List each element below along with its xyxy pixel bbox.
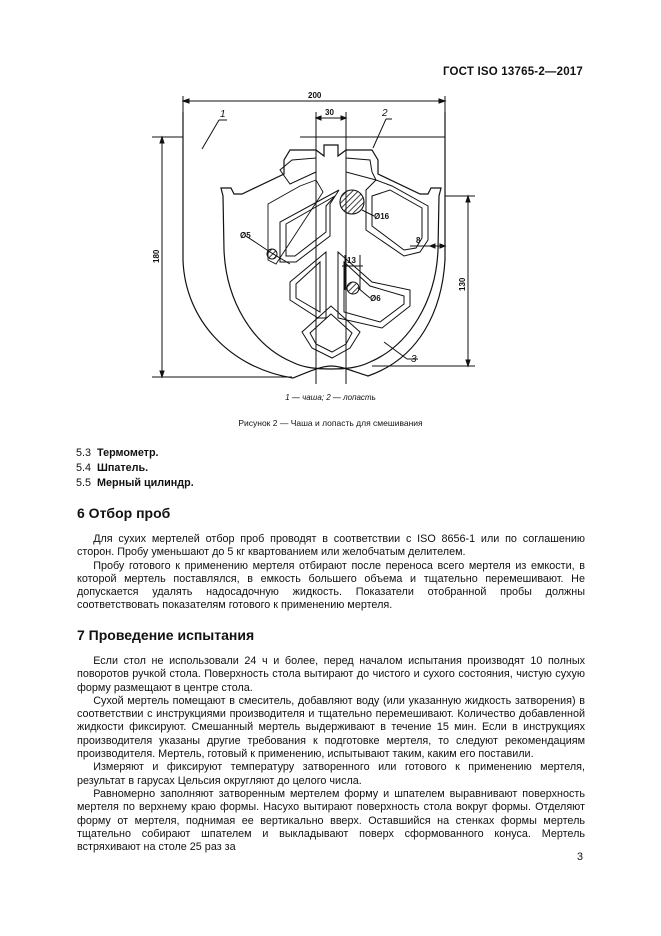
figure-caption: Рисунок 2 — Чаша и лопасть для смешивания [238, 418, 423, 428]
section-6-body [77, 533, 585, 613]
paragraph: Если стол не использовали 24 ч и более, перед началом испытания производят 10 полных поворотов ручкой стола. Поверхность стола вытирают до чистого и сухого состояния, чистую сухую форму размещают в центре стола. [77, 655, 585, 694]
pin-d6 [347, 282, 359, 294]
paragraph: Равномерно заполняют затворенным мертелем форму и шпателем выравнивают поверхность мертеля по верхнему краю формы. Насухо вытирают поверхность стола вокруг формы. Отделяют форму от мертеля, поднимая ее вертикально вверх. Оставшийся на стенках формы мертель тщательно собирают шпателем и выкладывают поверх сформованного конуса. Мертель встряхивают на столе 25 раз за [77, 787, 585, 854]
label-3: 3 [411, 354, 417, 365]
label-d5: Ø5 [240, 231, 251, 240]
document-header: ГОСТ ISO 13765-2—2017 [442, 66, 583, 78]
dim-slot: 30 [325, 108, 334, 117]
label-paddle: 2 [382, 108, 388, 119]
label-d16: Ø16 [374, 212, 390, 221]
paragraph: Измеряют и фиксируют температуру затворенного или готового к применению мертеля, результат в гарусах Цельсия округляют до целого числа. [77, 761, 585, 787]
list-item: 5.3 Термометр. [76, 447, 159, 459]
list-item: 5.4 Шпатель. [76, 462, 149, 474]
section-7-body [77, 655, 585, 854]
paddle-outline [221, 145, 441, 369]
dim-width-total: 200 [308, 91, 322, 100]
dim-height-total: 180 [152, 249, 161, 263]
figure-legend: 1 — чаша; 2 — лопасть [285, 393, 376, 402]
label-d6: Ø6 [370, 294, 381, 303]
section-7-title: 7 Проведение испытания [77, 627, 255, 643]
pin-d16 [340, 190, 364, 214]
paragraph: Для сухих мертелей отбор проб проводят в соответствии с ISO 8656-1 или по соглашению сторон. Пробу уменьшают до 5 кг квартованием или желобчатым делителем. [77, 533, 585, 559]
label-bowl: 1 [220, 109, 226, 120]
dim-paddle-height: 130 [458, 277, 467, 291]
bowl-outline [183, 112, 445, 378]
paragraph: Сухой мертель помещают в смеситель, добавляют воду (или указанную жидкость затворения) в соответствии с инструкциями производителя и тщательно перемешивают. Количество добавленной жидкости фиксируют. Смешанный мертель выдерживают в течение 15 мин. Если в инструкциях производителя указаны другие требования к подготовке мертеля, то следуют рекомендациям производителя. Мертель, готовый к применению, испытывают таким, каким его поставили. [77, 694, 585, 761]
list-item: 5.5 Мерный цилиндр. [76, 477, 194, 489]
section-6-title: 6 Отбор проб [77, 505, 171, 521]
paragraph: Пробу готового к применению мертеля отбирают после переноса всего мертеля из емкости, в которой мертель поставлялся, в емкость большего объема и тщательно перемешивают. Не допускается удалять надосадочную жидкость. Показатели отобранной пробы должны соответствовать показателям готового к применению мертеля. [77, 559, 585, 612]
pin-d5 [267, 249, 277, 259]
dim-edge: 8 [416, 236, 421, 245]
bowl-paddle-drawing [0, 0, 661, 400]
dim-gap: 13 [347, 256, 356, 265]
page-number: 3 [576, 851, 583, 863]
